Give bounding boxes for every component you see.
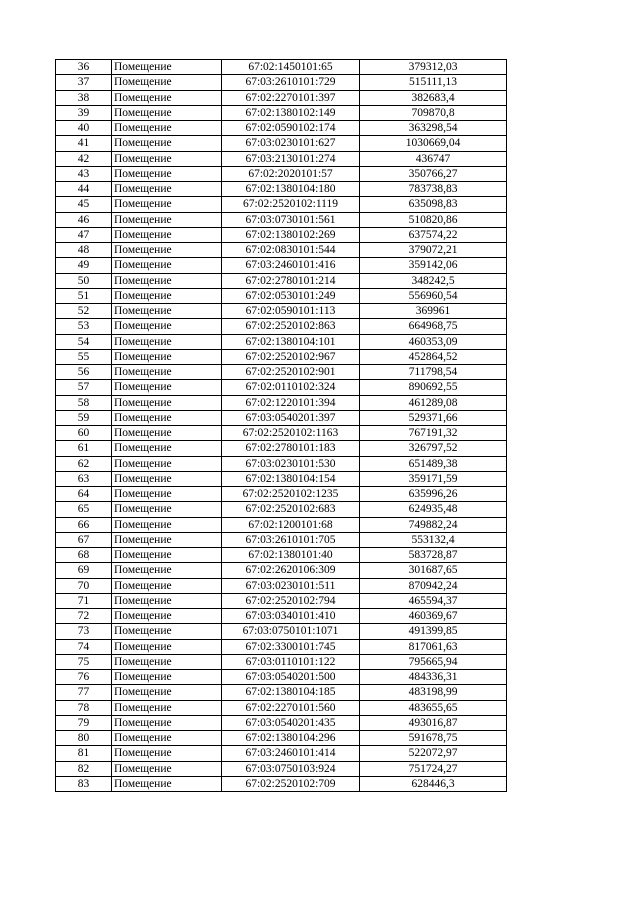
object-type-cell: Помещение <box>112 182 222 197</box>
object-type-cell: Помещение <box>112 654 222 669</box>
row-number-cell: 71 <box>56 593 112 608</box>
table-row <box>56 349 507 364</box>
row-number-cell: 78 <box>56 700 112 715</box>
cadastral-number-cell: 67:02:1380104:296 <box>222 731 360 746</box>
cadastral-number-cell: 67:02:1380101:40 <box>222 548 360 563</box>
table-row <box>56 182 507 197</box>
table-row <box>56 395 507 410</box>
row-number-cell: 59 <box>56 410 112 425</box>
row-number-cell: 54 <box>56 334 112 349</box>
cadastral-number-cell: 67:02:1380104:185 <box>222 685 360 700</box>
cadastral-value-cell: 635996,26 <box>360 487 507 502</box>
object-type-cell: Помещение <box>112 609 222 624</box>
table-row <box>56 761 507 776</box>
row-number-cell: 51 <box>56 288 112 303</box>
cadastral-number-cell: 67:02:1200101:68 <box>222 517 360 532</box>
cadastral-number-cell: 67:02:1220101:394 <box>222 395 360 410</box>
row-number-cell: 75 <box>56 654 112 669</box>
table-row <box>56 288 507 303</box>
object-type-cell: Помещение <box>112 517 222 532</box>
table-row <box>56 426 507 441</box>
row-number-cell: 79 <box>56 715 112 730</box>
object-type-cell: Помещение <box>112 502 222 517</box>
row-number-cell: 74 <box>56 639 112 654</box>
cadastral-value-cell: 522072,97 <box>360 746 507 761</box>
cadastral-number-cell: 67:02:2520102:1235 <box>222 487 360 502</box>
cadastral-number-cell: 67:02:2520102:1119 <box>222 197 360 212</box>
cadastral-value-cell: 870942,24 <box>360 578 507 593</box>
cadastral-number-cell: 67:02:3300101:745 <box>222 639 360 654</box>
row-number-cell: 63 <box>56 471 112 486</box>
object-type-cell: Помещение <box>112 776 222 791</box>
object-type-cell: Помещение <box>112 380 222 395</box>
cadastral-number-cell: 67:02:1380102:269 <box>222 227 360 242</box>
object-type-cell: Помещение <box>112 395 222 410</box>
table-row <box>56 166 507 181</box>
table-row <box>56 548 507 563</box>
cadastral-number-cell: 67:02:1380104:101 <box>222 334 360 349</box>
table-row <box>56 121 507 136</box>
cadastral-number-cell: 67:02:0830101:544 <box>222 243 360 258</box>
object-type-cell: Помещение <box>112 365 222 380</box>
object-type-cell: Помещение <box>112 441 222 456</box>
cadastral-value-cell: 483198,99 <box>360 685 507 700</box>
table-row <box>56 746 507 761</box>
cadastral-number-cell: 67:02:1380102:149 <box>222 105 360 120</box>
table-row <box>56 624 507 639</box>
object-type-cell: Помещение <box>112 166 222 181</box>
row-number-cell: 58 <box>56 395 112 410</box>
cadastral-value-cell: 711798,54 <box>360 365 507 380</box>
object-type-cell: Помещение <box>112 319 222 334</box>
table-row <box>56 380 507 395</box>
cadastral-value-cell: 767191,32 <box>360 426 507 441</box>
object-type-cell: Помещение <box>112 731 222 746</box>
table-row <box>56 502 507 517</box>
row-number-cell: 45 <box>56 197 112 212</box>
cadastral-number-cell: 67:02:2520102:709 <box>222 776 360 791</box>
row-number-cell: 52 <box>56 304 112 319</box>
table-row <box>56 487 507 502</box>
object-type-cell: Помещение <box>112 548 222 563</box>
row-number-cell: 80 <box>56 731 112 746</box>
table-row <box>56 410 507 425</box>
cadastral-value-cell: 510820,86 <box>360 212 507 227</box>
cadastral-value-cell: 359142,06 <box>360 258 507 273</box>
cadastral-value-cell: 436747 <box>360 151 507 166</box>
cadastral-number-cell: 67:03:0340101:410 <box>222 609 360 624</box>
object-type-cell: Помещение <box>112 700 222 715</box>
cadastral-value-cell: 556960,54 <box>360 288 507 303</box>
table-row <box>56 212 507 227</box>
cadastral-number-cell: 67:02:0530101:249 <box>222 288 360 303</box>
cadastral-number-cell: 67:03:0230101:627 <box>222 136 360 151</box>
cadastral-number-cell: 67:03:0110101:122 <box>222 654 360 669</box>
row-number-cell: 37 <box>56 75 112 90</box>
cadastral-value-cell: 651489,38 <box>360 456 507 471</box>
row-number-cell: 55 <box>56 349 112 364</box>
cadastral-value-cell: 359171,59 <box>360 471 507 486</box>
cadastral-number-cell: 67:02:2270101:397 <box>222 90 360 105</box>
object-type-cell: Помещение <box>112 121 222 136</box>
cadastral-number-cell: 67:03:0750103:924 <box>222 761 360 776</box>
cadastral-number-cell: 67:03:2460101:414 <box>222 746 360 761</box>
object-type-cell: Помещение <box>112 624 222 639</box>
table-row <box>56 319 507 334</box>
cadastral-number-cell: 67:03:0230101:530 <box>222 456 360 471</box>
cadastral-number-cell: 67:02:2520102:1163 <box>222 426 360 441</box>
row-number-cell: 70 <box>56 578 112 593</box>
object-type-cell: Помещение <box>112 243 222 258</box>
table-row <box>56 776 507 791</box>
object-type-cell: Помещение <box>112 75 222 90</box>
object-type-cell: Помещение <box>112 487 222 502</box>
row-number-cell: 64 <box>56 487 112 502</box>
cadastral-value-cell: 369961 <box>360 304 507 319</box>
table-row <box>56 654 507 669</box>
row-number-cell: 82 <box>56 761 112 776</box>
row-number-cell: 48 <box>56 243 112 258</box>
object-type-cell: Помещение <box>112 456 222 471</box>
cadastral-value-cell: 635098,83 <box>360 197 507 212</box>
cadastral-value-cell: 350766,27 <box>360 166 507 181</box>
cadastral-number-cell: 67:02:1380104:154 <box>222 471 360 486</box>
cadastral-value-cell: 491399,85 <box>360 624 507 639</box>
table-row <box>56 258 507 273</box>
row-number-cell: 43 <box>56 166 112 181</box>
cadastral-number-cell: 67:03:0730101:561 <box>222 212 360 227</box>
object-type-cell: Помещение <box>112 639 222 654</box>
cadastral-value-cell: 452864,52 <box>360 349 507 364</box>
table-row <box>56 685 507 700</box>
cadastral-value-cell: 460369,67 <box>360 609 507 624</box>
cadastral-value-cell: 795665,94 <box>360 654 507 669</box>
row-number-cell: 57 <box>56 380 112 395</box>
cadastral-value-cell: 382683,4 <box>360 90 507 105</box>
cadastral-number-cell: 67:02:2520102:967 <box>222 349 360 364</box>
object-type-cell: Помещение <box>112 197 222 212</box>
row-number-cell: 62 <box>56 456 112 471</box>
table-row <box>56 517 507 532</box>
cadastral-value-cell: 379312,03 <box>360 60 507 75</box>
cadastral-value-cell: 628446,3 <box>360 776 507 791</box>
row-number-cell: 65 <box>56 502 112 517</box>
row-number-cell: 47 <box>56 227 112 242</box>
row-number-cell: 42 <box>56 151 112 166</box>
table-row <box>56 243 507 258</box>
cadastral-number-cell: 67:03:2610101:729 <box>222 75 360 90</box>
row-number-cell: 76 <box>56 670 112 685</box>
table-row <box>56 90 507 105</box>
cadastral-value-cell: 348242,5 <box>360 273 507 288</box>
cadastral-number-cell: 67:02:0590102:174 <box>222 121 360 136</box>
cadastral-number-cell: 67:02:2780101:183 <box>222 441 360 456</box>
table-row <box>56 227 507 242</box>
row-number-cell: 72 <box>56 609 112 624</box>
object-type-cell: Помещение <box>112 670 222 685</box>
cadastral-number-cell: 67:02:2520102:683 <box>222 502 360 517</box>
object-type-cell: Помещение <box>112 563 222 578</box>
table-row <box>56 151 507 166</box>
cadastral-value-cell: 529371,66 <box>360 410 507 425</box>
row-number-cell: 49 <box>56 258 112 273</box>
object-type-cell: Помещение <box>112 593 222 608</box>
object-type-cell: Помещение <box>112 410 222 425</box>
cadastral-value-cell: 1030669,04 <box>360 136 507 151</box>
cadastral-value-cell: 301687,65 <box>360 563 507 578</box>
cadastral-number-cell: 67:02:2270101:560 <box>222 700 360 715</box>
object-type-cell: Помещение <box>112 471 222 486</box>
cadastral-value-cell: 583728,87 <box>360 548 507 563</box>
cadastral-number-cell: 67:02:0110102:324 <box>222 380 360 395</box>
object-type-cell: Помещение <box>112 136 222 151</box>
cadastral-number-cell: 67:02:1450101:65 <box>222 60 360 75</box>
table-row <box>56 334 507 349</box>
property-table <box>55 59 507 792</box>
table-row <box>56 593 507 608</box>
object-type-cell: Помещение <box>112 304 222 319</box>
row-number-cell: 39 <box>56 105 112 120</box>
row-number-cell: 81 <box>56 746 112 761</box>
cadastral-value-cell: 553132,4 <box>360 532 507 547</box>
table-row <box>56 136 507 151</box>
table-row <box>56 715 507 730</box>
object-type-cell: Помещение <box>112 349 222 364</box>
row-number-cell: 38 <box>56 90 112 105</box>
object-type-cell: Помещение <box>112 578 222 593</box>
table-row <box>56 197 507 212</box>
object-type-cell: Помещение <box>112 685 222 700</box>
cadastral-value-cell: 460353,09 <box>360 334 507 349</box>
cadastral-value-cell: 484336,31 <box>360 670 507 685</box>
table-row <box>56 670 507 685</box>
row-number-cell: 83 <box>56 776 112 791</box>
table-row <box>56 700 507 715</box>
object-type-cell: Помещение <box>112 761 222 776</box>
row-number-cell: 73 <box>56 624 112 639</box>
cadastral-value-cell: 461289,08 <box>360 395 507 410</box>
table-row <box>56 273 507 288</box>
table-row <box>56 471 507 486</box>
cadastral-value-cell: 637574,22 <box>360 227 507 242</box>
object-type-cell: Помещение <box>112 258 222 273</box>
cadastral-value-cell: 363298,54 <box>360 121 507 136</box>
object-type-cell: Помещение <box>112 212 222 227</box>
row-number-cell: 36 <box>56 60 112 75</box>
object-type-cell: Помещение <box>112 532 222 547</box>
row-number-cell: 68 <box>56 548 112 563</box>
object-type-cell: Помещение <box>112 227 222 242</box>
row-number-cell: 69 <box>56 563 112 578</box>
table-row <box>56 532 507 547</box>
table-row <box>56 441 507 456</box>
table-row <box>56 304 507 319</box>
cadastral-value-cell: 326797,52 <box>360 441 507 456</box>
cadastral-number-cell: 67:03:2130101:274 <box>222 151 360 166</box>
object-type-cell: Помещение <box>112 288 222 303</box>
cadastral-value-cell: 624935,48 <box>360 502 507 517</box>
cadastral-number-cell: 67:03:2610101:705 <box>222 532 360 547</box>
row-number-cell: 53 <box>56 319 112 334</box>
cadastral-value-cell: 817061,63 <box>360 639 507 654</box>
table-row <box>56 456 507 471</box>
table-row <box>56 60 507 75</box>
cadastral-value-cell: 664968,75 <box>360 319 507 334</box>
row-number-cell: 40 <box>56 121 112 136</box>
cadastral-value-cell: 709870,8 <box>360 105 507 120</box>
object-type-cell: Помещение <box>112 746 222 761</box>
row-number-cell: 56 <box>56 365 112 380</box>
object-type-cell: Помещение <box>112 151 222 166</box>
cadastral-number-cell: 67:02:2520102:794 <box>222 593 360 608</box>
cadastral-number-cell: 67:03:2460101:416 <box>222 258 360 273</box>
row-number-cell: 77 <box>56 685 112 700</box>
object-type-cell: Помещение <box>112 90 222 105</box>
cadastral-value-cell: 493016,87 <box>360 715 507 730</box>
row-number-cell: 41 <box>56 136 112 151</box>
table-row <box>56 578 507 593</box>
cadastral-value-cell: 591678,75 <box>360 731 507 746</box>
object-type-cell: Помещение <box>112 334 222 349</box>
cadastral-value-cell: 515111,13 <box>360 75 507 90</box>
table-row <box>56 563 507 578</box>
table-row <box>56 609 507 624</box>
cadastral-number-cell: 67:02:1380104:180 <box>222 182 360 197</box>
cadastral-number-cell: 67:02:2620106:309 <box>222 563 360 578</box>
cadastral-value-cell: 483655,65 <box>360 700 507 715</box>
cadastral-number-cell: 67:02:2520102:863 <box>222 319 360 334</box>
cadastral-number-cell: 67:03:0540201:435 <box>222 715 360 730</box>
cadastral-number-cell: 67:03:0230101:511 <box>222 578 360 593</box>
row-number-cell: 44 <box>56 182 112 197</box>
cadastral-number-cell: 67:02:2020101:57 <box>222 166 360 181</box>
object-type-cell: Помещение <box>112 273 222 288</box>
row-number-cell: 60 <box>56 426 112 441</box>
cadastral-value-cell: 749882,24 <box>360 517 507 532</box>
table-row <box>56 75 507 90</box>
cadastral-number-cell: 67:03:0540201:397 <box>222 410 360 425</box>
table-row <box>56 105 507 120</box>
object-type-cell: Помещение <box>112 60 222 75</box>
cadastral-number-cell: 67:02:2520102:901 <box>222 365 360 380</box>
cadastral-value-cell: 890692,55 <box>360 380 507 395</box>
cadastral-value-cell: 465594,37 <box>360 593 507 608</box>
table-row <box>56 639 507 654</box>
object-type-cell: Помещение <box>112 715 222 730</box>
row-number-cell: 50 <box>56 273 112 288</box>
cadastral-number-cell: 67:02:2780101:214 <box>222 273 360 288</box>
cadastral-number-cell: 67:03:0540201:500 <box>222 670 360 685</box>
cadastral-value-cell: 783738,83 <box>360 182 507 197</box>
table-row <box>56 365 507 380</box>
row-number-cell: 46 <box>56 212 112 227</box>
property-table-body <box>56 60 507 792</box>
cadastral-number-cell: 67:03:0750101:1071 <box>222 624 360 639</box>
object-type-cell: Помещение <box>112 426 222 441</box>
cadastral-value-cell: 379072,21 <box>360 243 507 258</box>
object-type-cell: Помещение <box>112 105 222 120</box>
cadastral-number-cell: 67:02:0590101:113 <box>222 304 360 319</box>
row-number-cell: 66 <box>56 517 112 532</box>
cadastral-value-cell: 751724,27 <box>360 761 507 776</box>
row-number-cell: 61 <box>56 441 112 456</box>
table-row <box>56 731 507 746</box>
row-number-cell: 67 <box>56 532 112 547</box>
